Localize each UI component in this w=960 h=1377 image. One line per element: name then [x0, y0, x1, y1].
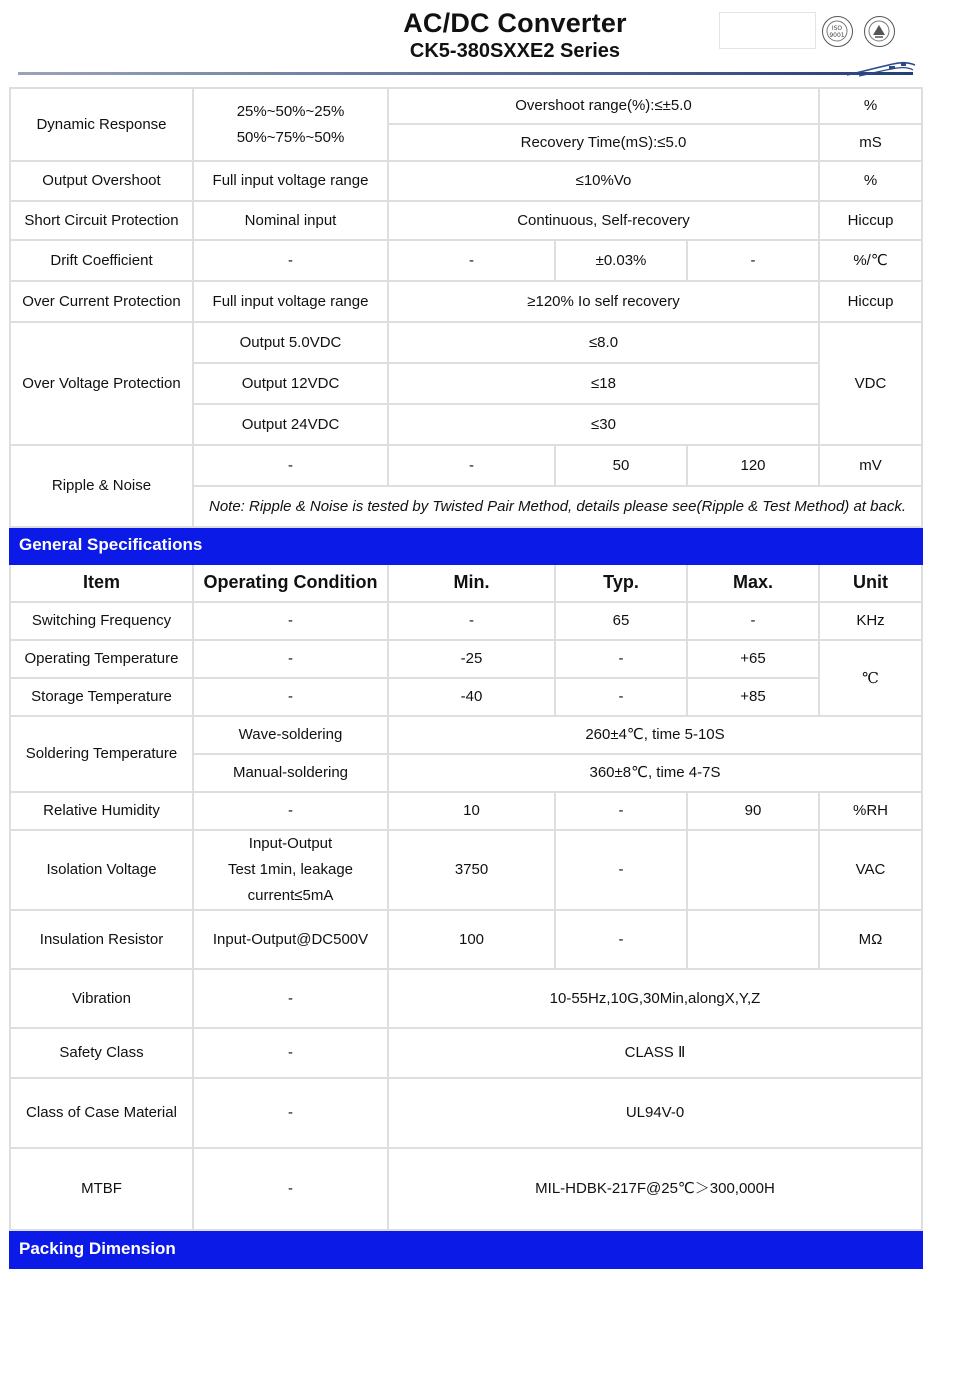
vibration-condition: -: [193, 969, 388, 1028]
case-material-condition: -: [193, 1078, 388, 1148]
section-header-packing: [10, 1230, 922, 1268]
safety-class-value: CLASS Ⅱ: [388, 1028, 922, 1078]
overshoot-range-unit: %: [819, 88, 922, 124]
page-title: AC/DC Converter: [403, 8, 627, 38]
case-material-value: UL94V-0: [388, 1078, 922, 1148]
short-circuit-condition: Nominal input: [193, 201, 388, 240]
insulation-resistor-item: Insulation Resistor: [10, 910, 193, 969]
manual-soldering-value: 360±8℃, time 4-7S: [388, 754, 922, 792]
safety-class-condition: -: [193, 1028, 388, 1078]
table-row: [10, 602, 922, 640]
table-row: [10, 201, 922, 240]
table-row: [10, 969, 922, 1028]
operating-temperature-min: -25: [388, 640, 555, 678]
ripple-note: Note: Ripple & Noise is tested by Twisted Pair Method, details please see(Ripple & Test Method) at back.: [193, 486, 922, 527]
wave-soldering-condition: Wave-soldering: [193, 716, 388, 754]
table-row: [10, 792, 922, 830]
over-current-value: ≥120% Io self recovery: [388, 281, 819, 322]
humidity-item: Relative Humidity: [10, 792, 193, 830]
mtbf-item: MTBF: [10, 1148, 193, 1230]
vibration-item: Vibration: [10, 969, 193, 1028]
ripple-typ: 50: [555, 445, 687, 486]
humidity-unit: %RH: [819, 792, 922, 830]
table-row: [10, 322, 922, 363]
humidity-condition: -: [193, 792, 388, 830]
column-header-unit: Unit: [819, 564, 922, 602]
table-row: [10, 88, 922, 124]
switching-frequency-typ: 65: [555, 602, 687, 640]
over-voltage-value: ≤8.0: [388, 322, 819, 363]
ripple-condition: -: [193, 445, 388, 486]
operating-temperature-condition: -: [193, 640, 388, 678]
table-row: [10, 716, 922, 754]
drift-typ: ±0.03%: [555, 240, 687, 281]
soldering-temperature-item: Soldering Temperature: [10, 716, 193, 792]
isolation-voltage-min: 3750: [388, 830, 555, 910]
operating-temperature-typ: -: [555, 640, 687, 678]
switching-frequency-unit: KHz: [819, 602, 922, 640]
section-title: General Specifications: [10, 527, 922, 564]
insulation-resistor-min: 100: [388, 910, 555, 969]
storage-temperature-min: -40: [388, 678, 555, 716]
insulation-resistor-unit: MΩ: [819, 910, 922, 969]
table-row: [10, 161, 922, 201]
ripple-item: Ripple & Noise: [10, 445, 193, 527]
table-row: [10, 678, 922, 716]
short-circuit-unit: Hiccup: [819, 201, 922, 240]
switching-frequency-min: -: [388, 602, 555, 640]
column-header-item: Item: [10, 564, 193, 602]
drift-unit: %/℃: [819, 240, 922, 281]
storage-temperature-typ: -: [555, 678, 687, 716]
short-circuit-value: Continuous, Self-recovery: [388, 201, 819, 240]
humidity-typ: -: [555, 792, 687, 830]
table-row: [10, 910, 922, 969]
case-material-item: Class of Case Material: [10, 1078, 193, 1148]
switching-frequency-condition: -: [193, 602, 388, 640]
table-row: [10, 1078, 922, 1148]
recovery-time-unit: mS: [819, 124, 922, 161]
switching-frequency-item: Switching Frequency: [10, 602, 193, 640]
ripple-unit: mV: [819, 445, 922, 486]
drift-condition: -: [193, 240, 388, 281]
over-voltage-value: ≤30: [388, 404, 819, 445]
over-voltage-item: Over Voltage Protection: [10, 322, 193, 445]
header-swoosh-icon: [845, 58, 917, 78]
table-row: [10, 281, 922, 322]
output-overshoot-unit: %: [819, 161, 922, 201]
header-divider: [18, 72, 913, 75]
overshoot-range-value: Overshoot range(%):≤±5.0: [388, 88, 819, 124]
column-header-condition: Operating Condition: [193, 564, 388, 602]
over-voltage-unit: VDC: [819, 322, 922, 445]
mtbf-value: MIL-HDBK-217F@25℃＞300,000H: [388, 1148, 922, 1230]
storage-temperature-item: Storage Temperature: [10, 678, 193, 716]
svg-text:9001: 9001: [829, 32, 845, 39]
mtbf-condition: -: [193, 1148, 388, 1230]
over-voltage-condition: Output 24VDC: [193, 404, 388, 445]
series-subtitle: CK5-380SXXE2 Series: [409, 40, 621, 62]
safety-class-item: Safety Class: [10, 1028, 193, 1078]
switching-frequency-max: -: [687, 602, 819, 640]
drift-max: -: [687, 240, 819, 281]
ripple-min: -: [388, 445, 555, 486]
recovery-time-value: Recovery Time(mS):≤5.0: [388, 124, 819, 161]
insulation-resistor-condition: Input-Output@DC500V: [193, 910, 388, 969]
iso-9001-badge-icon: [822, 16, 853, 47]
svg-text:ISO: ISO: [831, 25, 843, 32]
column-header-typ: Typ.: [555, 564, 687, 602]
dynamic-response-item: Dynamic Response: [10, 88, 193, 161]
over-voltage-condition: Output 5.0VDC: [193, 322, 388, 363]
isolation-voltage-condition: Input-Output Test 1min, leakage current≤5mA: [193, 830, 388, 910]
output-overshoot-condition: Full input voltage range: [193, 161, 388, 201]
over-voltage-condition: Output 12VDC: [193, 363, 388, 404]
insulation-resistor-typ: -: [555, 910, 687, 969]
operating-temperature-item: Operating Temperature: [10, 640, 193, 678]
certification-badge-icon: [864, 16, 895, 47]
ripple-max: 120: [687, 445, 819, 486]
short-circuit-item: Short Circuit Protection: [10, 201, 193, 240]
section-header-general: [10, 527, 922, 564]
table-row: [10, 830, 922, 910]
operating-temperature-max: +65: [687, 640, 819, 678]
drift-item: Drift Coefficient: [10, 240, 193, 281]
manual-soldering-condition: Manual-soldering: [193, 754, 388, 792]
table-row: [10, 1148, 922, 1230]
insulation-resistor-max: [687, 910, 819, 969]
isolation-voltage-unit: VAC: [819, 830, 922, 910]
specification-table: [9, 87, 923, 1269]
over-current-condition: Full input voltage range: [193, 281, 388, 322]
isolation-voltage-max: [687, 830, 819, 910]
output-overshoot-item: Output Overshoot: [10, 161, 193, 201]
drift-min: -: [388, 240, 555, 281]
isolation-voltage-typ: -: [555, 830, 687, 910]
column-header-max: Max.: [687, 564, 819, 602]
output-overshoot-value: ≤10%Vo: [388, 161, 819, 201]
over-current-item: Over Current Protection: [10, 281, 193, 322]
table-row: [10, 445, 922, 486]
storage-temperature-condition: -: [193, 678, 388, 716]
storage-temperature-max: +85: [687, 678, 819, 716]
column-header-min: Min.: [388, 564, 555, 602]
section-title: Packing Dimension: [10, 1230, 922, 1268]
wave-soldering-value: 260±4℃, time 5-10S: [388, 716, 922, 754]
isolation-voltage-item: Isolation Voltage: [10, 830, 193, 910]
temperature-unit: ℃: [819, 640, 922, 716]
table-row: [10, 1028, 922, 1078]
vibration-value: 10-55Hz,10G,30Min,alongX,Y,Z: [388, 969, 922, 1028]
column-header-row: [10, 564, 922, 602]
header-logo-placeholder: [719, 12, 816, 49]
table-row: [10, 240, 922, 281]
over-voltage-value: ≤18: [388, 363, 819, 404]
over-current-unit: Hiccup: [819, 281, 922, 322]
humidity-min: 10: [388, 792, 555, 830]
table-row: [10, 640, 922, 678]
dynamic-response-condition: 25%~50%~25% 50%~75%~50%: [193, 88, 388, 161]
humidity-max: 90: [687, 792, 819, 830]
